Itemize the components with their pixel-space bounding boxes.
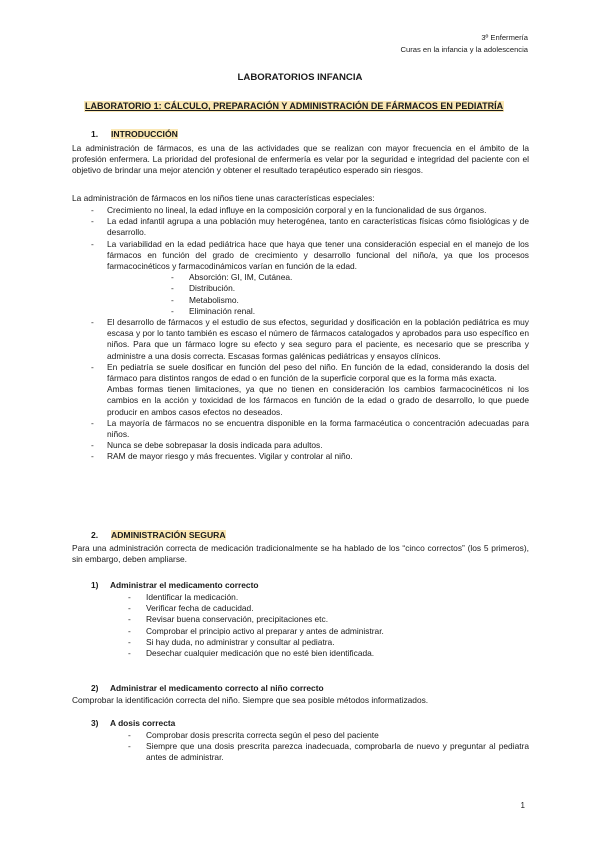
subsection-heading: [91, 580, 258, 591]
list-item: - El desarrollo de fármacos y el estudio de sus efectos, seguridad y dosificación en la población pediátrica es muy escasa y por lo tanto también es escaso el número de fármacos catalogados y aprobados para uso específico en niños. Para que un fármaco logre su efecto y sea seguro para el paciente, es necesario que se prescriba y administre a una dosis correcta. Escasas formas galénicas pediátricas y ensayos clínicos.: [72, 317, 529, 362]
sublist-item: - Distribución.: [107, 283, 529, 294]
list-item: - Comprobar el principio activo al preparar y antes de administrar.: [128, 626, 529, 637]
list-item-text: La variabilidad en la edad pediátrica hace que haya que tener una consideración especial en el manejo de los fármacos en función del grado de crecimiento y desarrollo funcional del niño/a, ya que los procesos farmacocinéticos y farmacodinámicos varían en función de la edad.: [107, 238, 529, 272]
section-number: 1.: [91, 129, 99, 139]
subsection-title: A dosis correcta: [110, 718, 176, 728]
correct-child-text: Comprobar la identificación correcta del niño. Siempre que sea posible métodos informatizados.: [72, 695, 429, 705]
list-item: - Identificar la medicación.: [128, 592, 529, 603]
list-item: - Siempre que una dosis prescrita parezca inadecuada, comprobarla de nuevo y preguntar al pediatra antes de administrar.: [128, 741, 529, 763]
section-title: ADMINISTRACIÓN SEGURA: [111, 530, 226, 540]
page-header: [401, 32, 528, 55]
subsection-title: Administrar el medicamento correcto al niño correcto: [110, 683, 324, 693]
section-heading-safe-admin: [91, 530, 226, 541]
subsection-title: Administrar el medicamento correcto: [110, 580, 259, 590]
page-number: 1: [520, 801, 525, 810]
subsection-number: 2): [91, 683, 99, 693]
sublist-item: - Absorción: GI, IM, Cutánea.: [107, 272, 529, 283]
list-item: - Comprobar dosis prescrita correcta según el peso del paciente: [128, 730, 529, 741]
section-title: INTRODUCCIÓN: [111, 129, 178, 139]
subsection-number: 1): [91, 580, 99, 590]
safe-admin-intro: Para una administración correcta de medicación tradicionalmente se ha hablado de los “cinco correctos” (los 5 primeros), sin embargo, deben ampliarse.: [72, 543, 529, 565]
sublist-item: - Eliminación renal.: [107, 306, 529, 317]
header-subject: Curas en la infancia y la adolescencia: [400, 44, 528, 54]
list-item: - La mayoría de fármacos no se encuentra disponible en la forma farmacéutica o concentración adecuadas para niños.: [72, 418, 529, 440]
section-heading-intro: [91, 129, 178, 140]
list-item: - Verificar fecha de caducidad.: [128, 603, 529, 614]
intro-paragraph: La administración de fármacos, es una de las actividades que se realizan con mayor frecuencia en el ámbito de la profesión enfermera. La prioridad del profesional de enfermería es velar por la seguridad e integridad del paciente con el objetivo de brindar una mejor atención y obtener el resultado terapéutico esperado sin riesgos.: [72, 143, 529, 176]
document-title: LABORATORIOS INFANCIA: [237, 72, 363, 83]
lab-title: LABORATORIO 1: CÁLCULO, PREPARACIÓN Y ADMINISTRACIÓN DE FÁRMACOS EN PEDIATRÍA: [85, 101, 504, 111]
list-item: - Desechar cualquier medicación que no esté bien identificada.: [128, 648, 529, 659]
list-item: - Revisar buena conservación, precipitaciones etc.: [128, 614, 529, 625]
subsection-heading: [91, 683, 324, 694]
subsection-number: 3): [91, 718, 99, 728]
subsection-heading: [91, 718, 175, 729]
list-item: - RAM de mayor riesgo y más frecuentes. Vigilar y controlar al niño.: [72, 451, 529, 462]
list-item-text: En pediatría se suele dosificar en función del peso del niño. En función de la edad, considerando la dosis del fármaco para distintos rangos de edad o en función de la superficie corporal que es la forma más exacta.: [107, 361, 529, 384]
correct-dose-list: [128, 730, 529, 764]
pk-sublist: [107, 272, 529, 317]
correct-drug-list: [128, 592, 529, 659]
list-item: - Si hay duda, no administrar y consultar al pediatra.: [128, 637, 529, 648]
list-item: - La edad infantil agrupa a una población muy heterogénea, tanto en características físicas cómo fisiológicas y de desarrollo.: [72, 216, 529, 238]
list-item: [72, 239, 529, 317]
list-item: - Crecimiento no lineal, la edad influye en la composición corporal y en la funcionalidad de sus órganos.: [72, 205, 529, 216]
sublist-item: - Metabolismo.: [107, 295, 529, 306]
header-course: 3º Enfermería: [481, 33, 528, 42]
list-item-continuation: Ambas formas tienen limitaciones, ya que no tienen en consideración los cambios farmacocinéticos ni los cambios en la acción y toxicidad de los fármacos en función de la edad o grado de desarrollo, lo que puede producir en ambos casos efectos no deseados.: [107, 384, 529, 417]
list-item: - Nunca se debe sobrepasar la dosis indicada para adultos.: [72, 440, 529, 451]
list-item: [72, 362, 529, 418]
characteristics-list: [72, 205, 529, 463]
section-number: 2.: [91, 530, 99, 540]
characteristics-lead: La administración de fármacos en los niños tiene unas características especiales:: [72, 193, 375, 203]
